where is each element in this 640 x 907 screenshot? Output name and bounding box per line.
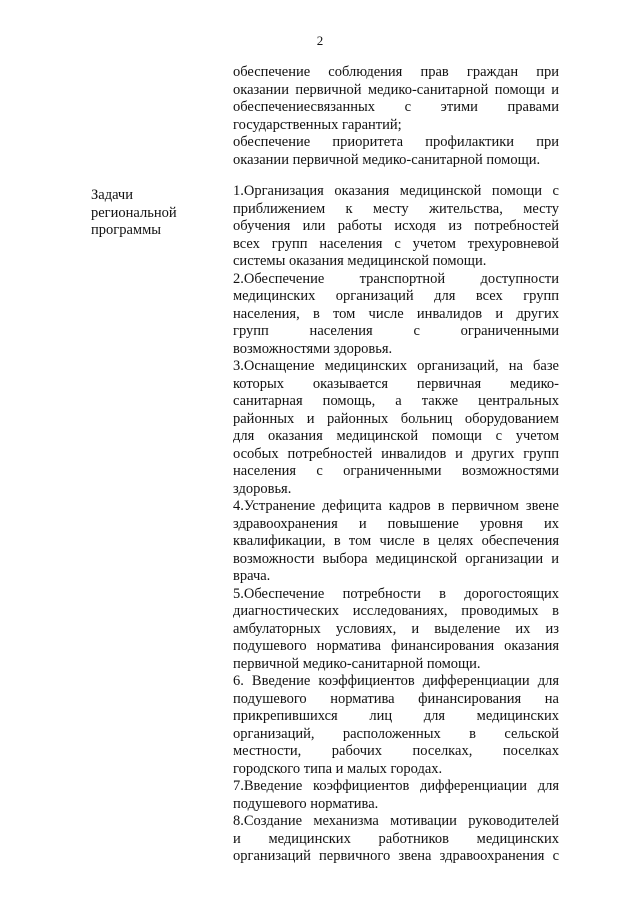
text-line: 8.Создание механизма мотивации руководителей [233,813,559,829]
text-line: оказании первичной медико-санитарной помощи. [233,151,541,168]
text-line: и медицинских работников медицинских [233,830,559,847]
text-line: городского типа и малых городах. [233,760,443,777]
text-line: прикрепившихся лиц для медицинских [233,708,559,724]
text-line: амбулаторных условиях, и выделение их из [233,620,559,637]
section-label [91,187,211,240]
text-line: 3.Оснащение медицинских организаций, на базе [233,358,559,374]
label-line: региональной [91,204,177,221]
text-line: всех групп населения с учетом трехуровневой [233,235,559,252]
text-line: диагностических исследованиях, проводимых в [233,603,559,619]
text-line: обеспечение приоритета профилактики при [233,134,559,150]
text-line: населения с ограниченными возможностями [233,463,559,479]
text-line: организаций первичного звена здравоохранения с [233,848,559,864]
text-line: санитарная помощь, а также центральных [233,393,559,409]
text-line: 1.Организация оказания медицинской помощи с [233,183,559,199]
text-line: особых потребностей инвалидов и других групп [233,445,559,462]
text-line: возможностями здоровья. [233,340,393,357]
text-line: подушевого норматива финансирования оказания [233,638,559,654]
text-line: которых оказывается первичная медико- [233,375,559,392]
text-line: населения, в том числе инвалидов и других [233,305,559,322]
text-line: государственных гарантий; [233,116,402,133]
label-line: программы [91,222,161,238]
text-line: районных и районных больниц оборудованием [233,410,559,427]
text-line: приближением к месту жительства, месту [233,200,559,217]
text-line: возможности выбора медицинской организации и [233,550,559,567]
text-line: 5.Обеспечение потребности в дорогостоящих [233,585,559,602]
text-line: врача. [233,568,271,584]
page-number: 2 [316,33,324,48]
label-line: Задачи [91,187,133,203]
text-line: здоровья. [233,480,292,497]
text-line: обеспечениесвязанных с этими правами [233,99,559,115]
text-line: 7.Введение коэффициентов дифференциации для [233,778,559,794]
text-line: медицинских организаций для всех групп [233,288,559,304]
text-line: 6. Введение коэффициентов дифференциации для [233,673,559,689]
text-line: 2.Обеспечение транспортной доступности [233,270,559,287]
text-line: групп населения с ограниченными [233,323,559,339]
text-line: местности, рабочих поселках, поселках [233,743,559,759]
text-line: оказании первичной медико-санитарной помощи и [233,81,559,98]
text-line: обучения или работы исходя из потребностей [233,218,559,234]
text-line: организаций, расположенных в сельской [233,725,559,742]
text-line: обеспечение соблюдения прав граждан при [233,64,559,80]
text-line: подушевого норматива. [233,795,379,812]
text-line: системы оказания медицинской помощи. [233,253,487,269]
text-line: первичной медико-санитарной помощи. [233,655,481,672]
text-line: здравоохранения и повышение уровня их [233,515,559,532]
tasks-block [233,183,559,866]
text-line: 4.Устранение дефицита кадров в первичном звене [233,498,559,514]
intro-block [233,64,559,169]
text-line: квалификации, в том числе в целях обеспечения [233,533,559,549]
text-line: подушевого норматива финансирования на [233,690,559,707]
text-line: для оказания медицинской помощи с учетом [233,428,559,444]
